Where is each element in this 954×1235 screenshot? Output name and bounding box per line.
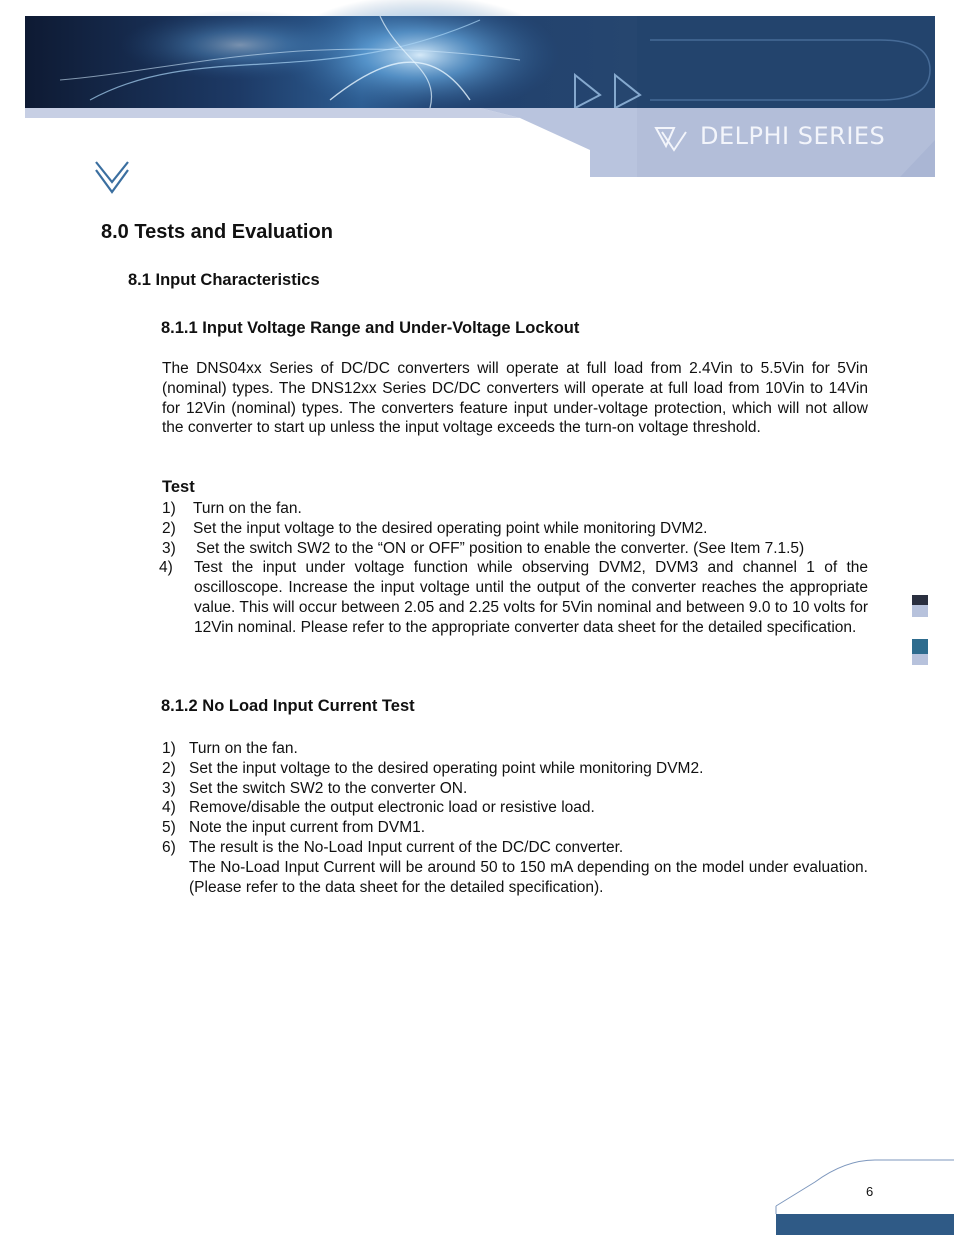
step-number: 2) [162,759,176,777]
list-item [162,779,868,799]
section-title: 8.0 Tests and Evaluation [101,221,333,243]
part1-body: The DNS04xx Series of DC/DC converters will operate at full load from 2.4Vin to 5.5Vin for 5Vin (nominal) types. The DNS12xx Series DC/DC converters will operate at full load from 10Vin to 14Vin for 12Vin (nominal) types. The converters feature input under-voltage protection, which will not allow the converter to start up unless the input voltage exceeds the turn-on voltage threshold. [162,360,868,437]
step-text: Remove/disable the output electronic load or resistive load. [189,799,595,817]
list-item [162,739,868,759]
part1-title: 8.1.1 Input Voltage Range and Under-Voltage Lockout [161,319,580,337]
step-text: The result is the No-Load Input current of the DC/DC converter. [189,838,624,856]
result-note: The No-Load Input Current will be around 50 to 150 mA depending on the model under evaluation. (Please refer to the data sheet for the detailed specification). [189,858,868,896]
step-number: 6) [162,838,176,856]
part1-steps [159,499,868,638]
step-text: Set the switch SW2 to the converter ON. [189,779,468,797]
list-item [162,539,868,559]
step-text: Note the input current from DVM1. [189,819,426,837]
footer-tab-artwork [775,1158,954,1235]
step-text: Set the input voltage to the desired operating point while monitoring DVM2. [189,759,704,777]
step-number: 5) [162,819,176,837]
list-item [162,798,868,818]
step-number: 1) [162,500,176,517]
list-item [162,838,868,897]
step-number: 2) [162,519,176,537]
header-banner [0,0,954,200]
page-number: 6 [866,1184,874,1199]
step-text: Turn on the fan. [193,500,302,517]
step-text: Set the switch SW2 to the “ON or OFF” position to enable the converter. (See Item 7.1.5) [196,539,805,557]
part2-steps [162,739,868,897]
step-number: 1) [162,740,176,757]
brand-wordmark: DELPHI SERIES [700,122,886,150]
step-text: Turn on the fan. [189,740,298,757]
list-item [162,818,868,838]
footer-graphic [775,1158,954,1235]
list-item [162,519,868,539]
step-number: 3) [162,779,176,797]
list-item [162,759,868,779]
list-item [159,558,868,637]
subsection-title: 8.1 Input Characteristics [128,271,320,289]
test-label: Test [162,478,195,496]
step-number: 3) [162,539,176,557]
step-number: 4) [159,559,173,577]
list-item [162,499,868,519]
side-tab-markers [912,595,928,665]
part2-title: 8.1.2 No Load Input Current Test [161,697,415,715]
header-artwork [0,0,954,200]
step-number: 4) [162,799,176,817]
step-text: Set the input voltage to the desired operating point while monitoring DVM2. [193,519,708,537]
step-text: Test the input under voltage function while observing DVM2, DVM3 and channel 1 of the oscilloscope. Increase the input voltage until the output of the converter reaches the appropriate value. This will occur between 2.05 and 2.25 volts for 5Vin nominal and between 9.0 to 10 volts for 12Vin nominal. Please refer to the appropriate converter data sheet for the detailed specification. [194,559,868,636]
